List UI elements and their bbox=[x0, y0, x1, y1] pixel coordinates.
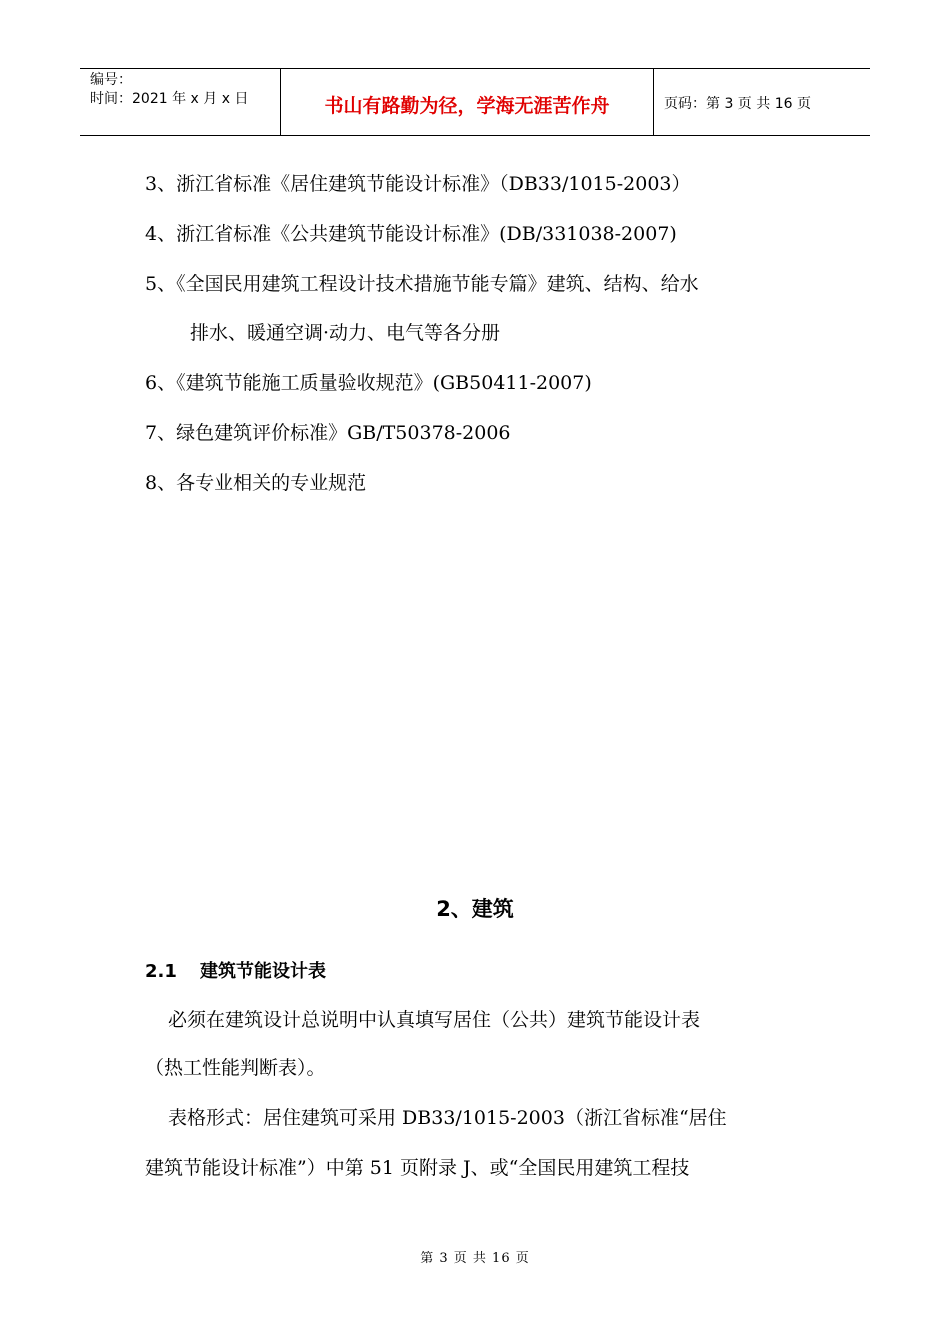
reference-item-4: 4、浙江省标准《公共建筑节能设计标准》(DB/331038-2007) bbox=[145, 223, 677, 245]
subsection-heading bbox=[145, 957, 326, 983]
subsection-number: 2.1 bbox=[145, 961, 177, 982]
page-footer: 第 3 页 共 16 页 bbox=[420, 1251, 530, 1266]
reference-item-5-continued: 排水、暖通空调·动力、电气等各分册 bbox=[190, 322, 501, 344]
header-meta-cell bbox=[80, 69, 281, 135]
document-number-label: 编号： bbox=[90, 72, 132, 88]
header-table bbox=[80, 68, 870, 136]
subsection-title: 建筑节能设计表 bbox=[200, 961, 326, 982]
reference-item-7: 7、绿色建筑评价标准》GB/T50378-2006 bbox=[145, 422, 511, 444]
paragraph-line-4: 建筑节能设计标准”）中第 51 页附录 J、或“全国民用建筑工程技 bbox=[145, 1157, 690, 1179]
paragraph-line-1: 必须在建筑设计总说明中认真填写居住（公共）建筑节能设计表 bbox=[168, 1009, 701, 1031]
reference-item-5: 5、《全国民用建筑工程设计技术措施节能专篇》建筑、结构、给水 bbox=[145, 273, 699, 295]
header-page-info: 页码：第 3 页 共 16 页 bbox=[664, 96, 811, 112]
paragraph-line-3: 表格形式：居住建筑可采用 DB33/1015-2003（浙江省标准“居住 bbox=[168, 1107, 727, 1129]
reference-item-3: 3、浙江省标准《居住建筑节能设计标准》（DB33/1015-2003） bbox=[145, 173, 691, 195]
reference-item-6: 6、《建筑节能施工质量验收规范》(GB50411-2007) bbox=[145, 372, 592, 394]
paragraph-line-2: （热工性能判断表）。 bbox=[145, 1057, 326, 1079]
section-title: 2、建筑 bbox=[436, 897, 514, 921]
reference-item-8: 8、各专业相关的专业规范 bbox=[145, 472, 367, 494]
document-date-label: 时间：2021 年 x 月 x 日 bbox=[90, 91, 249, 107]
header-motto: 书山有路勤为径，学海无涯苦作舟 bbox=[281, 69, 654, 135]
